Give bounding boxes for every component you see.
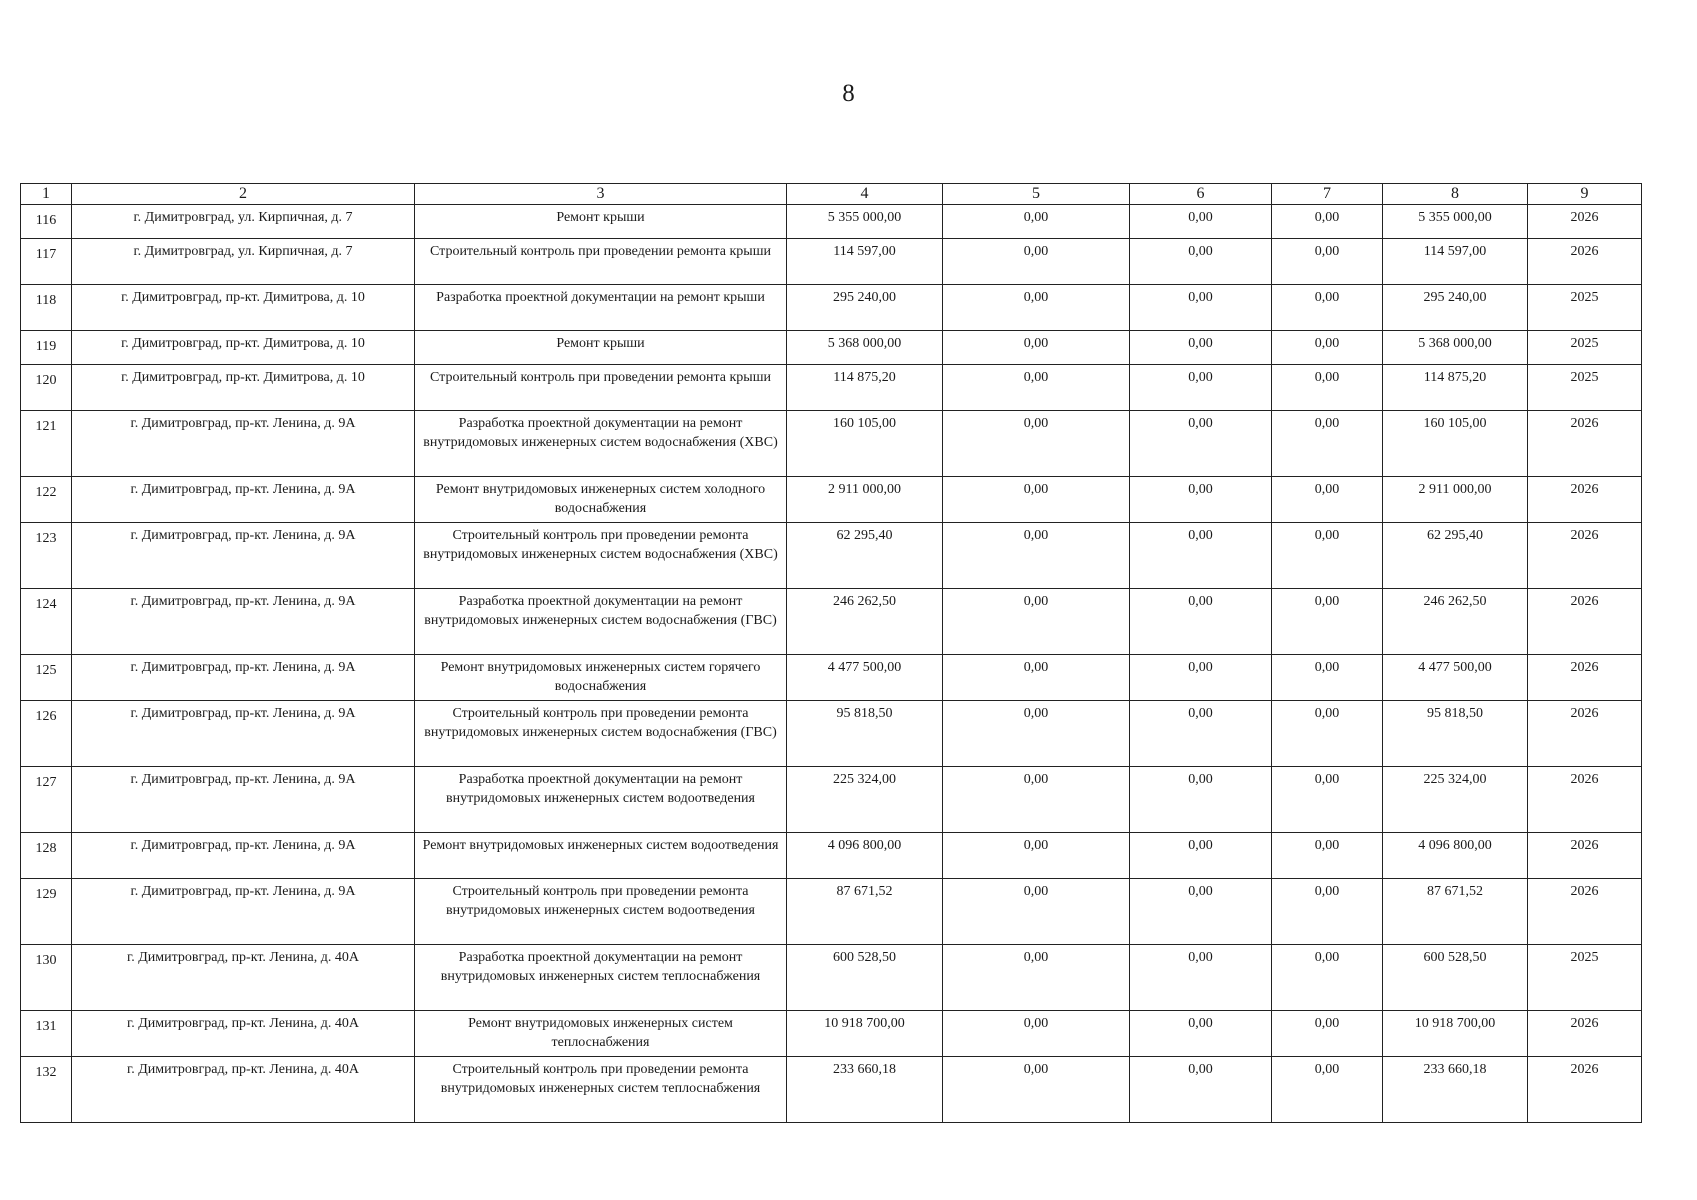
work-type-cell: Разработка проектной документации на ремонт внутридомовых инженерных систем водоснабжения (ХВС) (415, 411, 787, 477)
row-number: 120 (21, 365, 72, 411)
table-row (21, 833, 1642, 879)
work-type-cell: Разработка проектной документации на ремонт внутридомовых инженерных систем водоотведения (415, 767, 787, 833)
address-cell: г. Димитровград, пр-кт. Ленина, д. 9А (72, 655, 415, 701)
row-number: 123 (21, 523, 72, 589)
col7-value-cell: 0,00 (1272, 945, 1383, 1011)
column-header: 8 (1383, 184, 1528, 205)
year-cell: 2026 (1528, 767, 1642, 833)
table-row (21, 285, 1642, 331)
col5-value-cell: 0,00 (943, 205, 1130, 239)
row-number: 117 (21, 239, 72, 285)
col7-value-cell: 0,00 (1272, 701, 1383, 767)
col6-value-cell: 0,00 (1130, 205, 1272, 239)
address-cell: г. Димитровград, пр-кт. Димитрова, д. 10 (72, 365, 415, 411)
year-cell: 2026 (1528, 205, 1642, 239)
year-cell: 2025 (1528, 945, 1642, 1011)
col8-value-cell: 62 295,40 (1383, 523, 1528, 589)
year-cell: 2026 (1528, 701, 1642, 767)
col6-value-cell: 0,00 (1130, 331, 1272, 365)
col7-value-cell: 0,00 (1272, 285, 1383, 331)
work-type-cell: Строительный контроль при проведении ремонта крыши (415, 239, 787, 285)
row-number: 128 (21, 833, 72, 879)
address-cell: г. Димитровград, пр-кт. Ленина, д. 40А (72, 1057, 415, 1123)
address-cell: г. Димитровград, пр-кт. Ленина, д. 9А (72, 701, 415, 767)
col6-value-cell: 0,00 (1130, 589, 1272, 655)
col7-value-cell: 0,00 (1272, 833, 1383, 879)
column-header: 7 (1272, 184, 1383, 205)
address-cell: г. Димитровград, пр-кт. Ленина, д. 40А (72, 1011, 415, 1057)
col7-value-cell: 0,00 (1272, 239, 1383, 285)
total-cost-cell: 114 875,20 (787, 365, 943, 411)
address-cell: г. Димитровград, пр-кт. Ленина, д. 9А (72, 589, 415, 655)
row-number: 130 (21, 945, 72, 1011)
table-row (21, 477, 1642, 523)
column-header: 4 (787, 184, 943, 205)
year-cell: 2026 (1528, 655, 1642, 701)
col6-value-cell: 0,00 (1130, 477, 1272, 523)
header-row (21, 184, 1642, 205)
table-row (21, 879, 1642, 945)
col7-value-cell: 0,00 (1272, 1057, 1383, 1123)
col5-value-cell: 0,00 (943, 655, 1130, 701)
year-cell: 2025 (1528, 331, 1642, 365)
col8-value-cell: 600 528,50 (1383, 945, 1528, 1011)
table-row (21, 945, 1642, 1011)
col6-value-cell: 0,00 (1130, 411, 1272, 477)
work-type-cell: Разработка проектной документации на ремонт внутридомовых инженерных систем теплоснабжения (415, 945, 787, 1011)
col5-value-cell: 0,00 (943, 879, 1130, 945)
col8-value-cell: 160 105,00 (1383, 411, 1528, 477)
column-header: 2 (72, 184, 415, 205)
work-type-cell: Ремонт внутридомовых инженерных систем теплоснабжения (415, 1011, 787, 1057)
year-cell: 2026 (1528, 411, 1642, 477)
col5-value-cell: 0,00 (943, 331, 1130, 365)
col6-value-cell: 0,00 (1130, 365, 1272, 411)
col5-value-cell: 0,00 (943, 285, 1130, 331)
col5-value-cell: 0,00 (943, 1057, 1130, 1123)
year-cell: 2026 (1528, 477, 1642, 523)
address-cell: г. Димитровград, пр-кт. Ленина, д. 9А (72, 879, 415, 945)
total-cost-cell: 5 368 000,00 (787, 331, 943, 365)
col6-value-cell: 0,00 (1130, 1057, 1272, 1123)
address-cell: г. Димитровград, пр-кт. Ленина, д. 9А (72, 477, 415, 523)
table-row (21, 701, 1642, 767)
col7-value-cell: 0,00 (1272, 477, 1383, 523)
table-row (21, 331, 1642, 365)
page-number: 8 (842, 80, 855, 107)
table-row (21, 655, 1642, 701)
work-type-cell: Строительный контроль при проведении ремонта внутридомовых инженерных систем теплоснабжения (415, 1057, 787, 1123)
col5-value-cell: 0,00 (943, 945, 1130, 1011)
col8-value-cell: 233 660,18 (1383, 1057, 1528, 1123)
column-header: 1 (21, 184, 72, 205)
col6-value-cell: 0,00 (1130, 239, 1272, 285)
col8-value-cell: 295 240,00 (1383, 285, 1528, 331)
total-cost-cell: 5 355 000,00 (787, 205, 943, 239)
col6-value-cell: 0,00 (1130, 523, 1272, 589)
work-type-cell: Ремонт крыши (415, 205, 787, 239)
year-cell: 2026 (1528, 589, 1642, 655)
work-type-cell: Строительный контроль при проведении ремонта внутридомовых инженерных систем водоснабжения (ГВС) (415, 701, 787, 767)
row-number: 132 (21, 1057, 72, 1123)
col6-value-cell: 0,00 (1130, 1011, 1272, 1057)
address-cell: г. Димитровград, пр-кт. Ленина, д. 9А (72, 411, 415, 477)
col8-value-cell: 114 597,00 (1383, 239, 1528, 285)
row-number: 119 (21, 331, 72, 365)
address-cell: г. Димитровград, ул. Кирпичная, д. 7 (72, 239, 415, 285)
col8-value-cell: 2 911 000,00 (1383, 477, 1528, 523)
col7-value-cell: 0,00 (1272, 879, 1383, 945)
works-table (20, 183, 1642, 1123)
work-type-cell: Ремонт крыши (415, 331, 787, 365)
col7-value-cell: 0,00 (1272, 205, 1383, 239)
col5-value-cell: 0,00 (943, 365, 1130, 411)
col6-value-cell: 0,00 (1130, 285, 1272, 331)
column-header: 5 (943, 184, 1130, 205)
work-type-cell: Разработка проектной документации на ремонт внутридомовых инженерных систем водоснабжения (ГВС) (415, 589, 787, 655)
address-cell: г. Димитровград, пр-кт. Димитрова, д. 10 (72, 331, 415, 365)
table-row (21, 411, 1642, 477)
work-type-cell: Ремонт внутридомовых инженерных систем холодного водоснабжения (415, 477, 787, 523)
row-number: 121 (21, 411, 72, 477)
col6-value-cell: 0,00 (1130, 833, 1272, 879)
year-cell: 2026 (1528, 833, 1642, 879)
col5-value-cell: 0,00 (943, 1011, 1130, 1057)
total-cost-cell: 95 818,50 (787, 701, 943, 767)
work-type-cell: Ремонт внутридомовых инженерных систем водоотведения (415, 833, 787, 879)
address-cell: г. Димитровград, пр-кт. Ленина, д. 40А (72, 945, 415, 1011)
year-cell: 2026 (1528, 1011, 1642, 1057)
row-number: 125 (21, 655, 72, 701)
work-type-cell: Строительный контроль при проведении ремонта внутридомовых инженерных систем водоотведения (415, 879, 787, 945)
row-number: 126 (21, 701, 72, 767)
total-cost-cell: 233 660,18 (787, 1057, 943, 1123)
year-cell: 2026 (1528, 523, 1642, 589)
col8-value-cell: 225 324,00 (1383, 767, 1528, 833)
total-cost-cell: 62 295,40 (787, 523, 943, 589)
address-cell: г. Димитровград, пр-кт. Димитрова, д. 10 (72, 285, 415, 331)
col8-value-cell: 95 818,50 (1383, 701, 1528, 767)
total-cost-cell: 4 096 800,00 (787, 833, 943, 879)
address-cell: г. Димитровград, пр-кт. Ленина, д. 9А (72, 833, 415, 879)
table-body (21, 205, 1642, 1123)
row-number: 116 (21, 205, 72, 239)
row-number: 118 (21, 285, 72, 331)
row-number: 124 (21, 589, 72, 655)
col5-value-cell: 0,00 (943, 701, 1130, 767)
col6-value-cell: 0,00 (1130, 701, 1272, 767)
col7-value-cell: 0,00 (1272, 331, 1383, 365)
table-row (21, 589, 1642, 655)
col8-value-cell: 246 262,50 (1383, 589, 1528, 655)
col5-value-cell: 0,00 (943, 767, 1130, 833)
total-cost-cell: 225 324,00 (787, 767, 943, 833)
col5-value-cell: 0,00 (943, 833, 1130, 879)
col6-value-cell: 0,00 (1130, 879, 1272, 945)
col8-value-cell: 10 918 700,00 (1383, 1011, 1528, 1057)
col7-value-cell: 0,00 (1272, 523, 1383, 589)
year-cell: 2025 (1528, 365, 1642, 411)
address-cell: г. Димитровград, пр-кт. Ленина, д. 9А (72, 523, 415, 589)
col8-value-cell: 5 368 000,00 (1383, 331, 1528, 365)
col7-value-cell: 0,00 (1272, 767, 1383, 833)
total-cost-cell: 114 597,00 (787, 239, 943, 285)
work-type-cell: Ремонт внутридомовых инженерных систем горячего водоснабжения (415, 655, 787, 701)
col5-value-cell: 0,00 (943, 523, 1130, 589)
row-number: 127 (21, 767, 72, 833)
table-row (21, 523, 1642, 589)
col5-value-cell: 0,00 (943, 239, 1130, 285)
work-type-cell: Строительный контроль при проведении ремонта крыши (415, 365, 787, 411)
year-cell: 2026 (1528, 239, 1642, 285)
col7-value-cell: 0,00 (1272, 655, 1383, 701)
total-cost-cell: 10 918 700,00 (787, 1011, 943, 1057)
table-row (21, 1011, 1642, 1057)
col7-value-cell: 0,00 (1272, 411, 1383, 477)
year-cell: 2025 (1528, 285, 1642, 331)
row-number: 122 (21, 477, 72, 523)
year-cell: 2026 (1528, 1057, 1642, 1123)
table-row (21, 1057, 1642, 1123)
col8-value-cell: 114 875,20 (1383, 365, 1528, 411)
total-cost-cell: 246 262,50 (787, 589, 943, 655)
table-row (21, 767, 1642, 833)
col8-value-cell: 4 096 800,00 (1383, 833, 1528, 879)
total-cost-cell: 160 105,00 (787, 411, 943, 477)
row-number: 131 (21, 1011, 72, 1057)
col6-value-cell: 0,00 (1130, 945, 1272, 1011)
work-type-cell: Разработка проектной документации на ремонт крыши (415, 285, 787, 331)
col8-value-cell: 4 477 500,00 (1383, 655, 1528, 701)
col5-value-cell: 0,00 (943, 589, 1130, 655)
table-row (21, 205, 1642, 239)
col7-value-cell: 0,00 (1272, 365, 1383, 411)
col6-value-cell: 0,00 (1130, 767, 1272, 833)
row-number: 129 (21, 879, 72, 945)
address-cell: г. Димитровград, ул. Кирпичная, д. 7 (72, 205, 415, 239)
address-cell: г. Димитровград, пр-кт. Ленина, д. 9А (72, 767, 415, 833)
column-header: 6 (1130, 184, 1272, 205)
col7-value-cell: 0,00 (1272, 1011, 1383, 1057)
work-type-cell: Строительный контроль при проведении ремонта внутридомовых инженерных систем водоснабжения (ХВС) (415, 523, 787, 589)
col5-value-cell: 0,00 (943, 477, 1130, 523)
col8-value-cell: 87 671,52 (1383, 879, 1528, 945)
column-header: 9 (1528, 184, 1642, 205)
total-cost-cell: 4 477 500,00 (787, 655, 943, 701)
total-cost-cell: 2 911 000,00 (787, 477, 943, 523)
column-header: 3 (415, 184, 787, 205)
col5-value-cell: 0,00 (943, 411, 1130, 477)
total-cost-cell: 600 528,50 (787, 945, 943, 1011)
total-cost-cell: 87 671,52 (787, 879, 943, 945)
table-row (21, 239, 1642, 285)
col8-value-cell: 5 355 000,00 (1383, 205, 1528, 239)
total-cost-cell: 295 240,00 (787, 285, 943, 331)
col6-value-cell: 0,00 (1130, 655, 1272, 701)
table-row (21, 365, 1642, 411)
col7-value-cell: 0,00 (1272, 589, 1383, 655)
year-cell: 2026 (1528, 879, 1642, 945)
